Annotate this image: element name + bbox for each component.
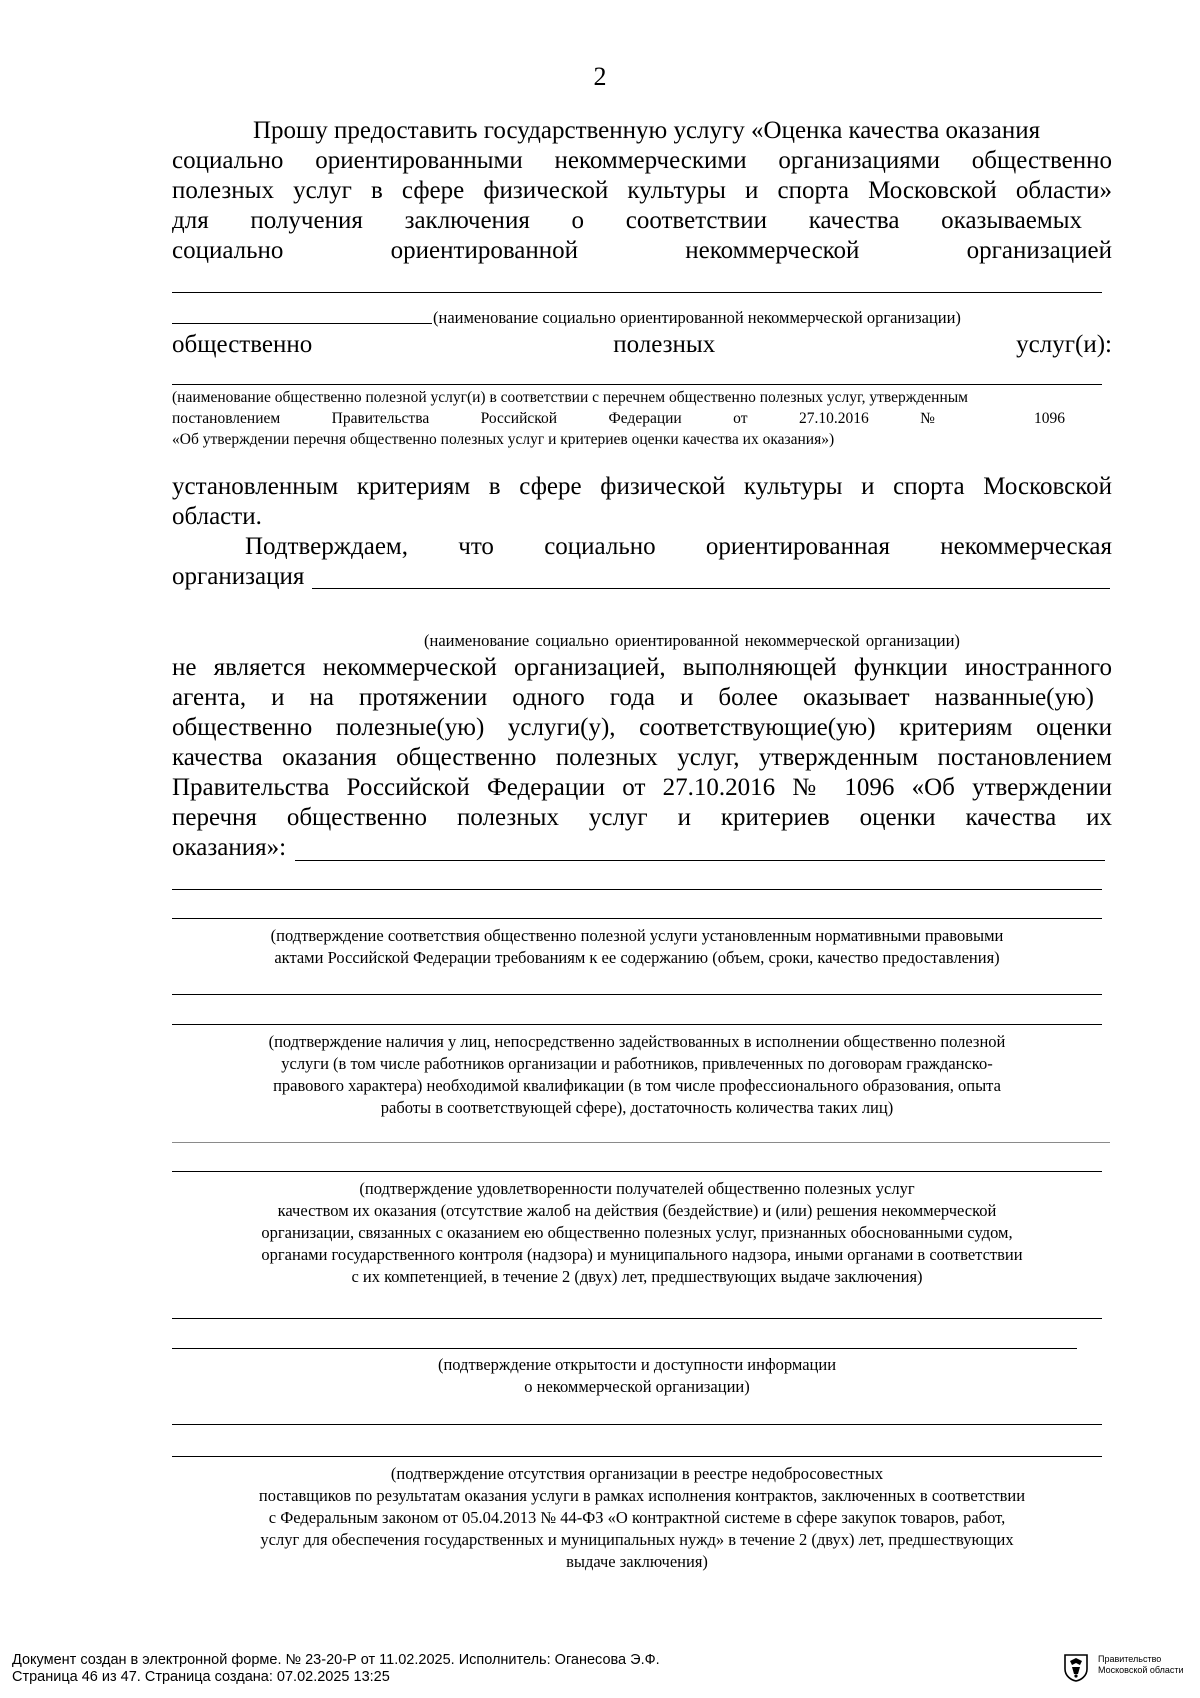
caption-conformity-line-2: актами Российской Федерации требованиям к ее содержанию (объем, сроки, качество предоставления) bbox=[274, 948, 1000, 967]
para1-line-5: социально ориентированной некоммерческой организацией bbox=[172, 237, 1112, 264]
caption-org-name-2: (наименование социально ориентированной некоммерческой организации) bbox=[424, 631, 960, 650]
footer-document-info: Документ создан в электронной форме. № 23-20-Р от 11.02.2025. Исполнитель: Оганесова Э.Ф. bbox=[12, 1652, 660, 1668]
satisfaction-blank-line-2[interactable] bbox=[172, 1171, 1102, 1172]
registry-blank-line-1[interactable] bbox=[172, 1424, 1102, 1425]
para4-line-4: качества оказания общественно полезных услуг, утвержденным постановлением bbox=[172, 744, 1112, 771]
footer-page-info: Страница 46 из 47. Страница создана: 07.02.2025 13:25 bbox=[12, 1669, 390, 1685]
staff-blank-line-1[interactable] bbox=[172, 994, 1102, 995]
evidence-blank-line-1[interactable] bbox=[295, 860, 1105, 861]
caption-registry-line-3: с Федеральным законом от 05.04.2013 № 44-ФЗ «О контрактной системе в сфере закупок товаров, работ, bbox=[268, 1508, 1006, 1527]
caption-satisfaction-line-5: с их компетенцией, в течение 2 (двух) лет, предшествующих выдаче заключения) bbox=[351, 1267, 923, 1286]
satisfaction-blank-line-1[interactable] bbox=[172, 1142, 1110, 1143]
staff-blank-line-2[interactable] bbox=[172, 1024, 1102, 1025]
coat-of-arms-icon bbox=[1062, 1652, 1090, 1682]
para3-line-1: Подтверждаем, что социально ориентированная некоммерческая bbox=[245, 533, 1112, 560]
para4-line-7: оказания»: bbox=[172, 834, 287, 861]
openness-blank-line-1[interactable] bbox=[172, 1318, 1102, 1319]
caption-staff-line-4: работы в соответствующей сфере), достаточность количества таких лиц) bbox=[380, 1098, 894, 1117]
caption-satisfaction-line-2: качеством их оказания (отсутствие жалоб на действия (бездействие) и (или) решения некоммерческой bbox=[277, 1201, 997, 1220]
para1-line-3: полезных услуг в сфере физической культуры и спорта Московской области» bbox=[172, 177, 1112, 204]
registry-blank-line-2[interactable] bbox=[172, 1456, 1102, 1457]
para4-line-2: агента, и на протяжении одного года и более оказывает названные(ую) bbox=[172, 684, 1094, 711]
caption-openness-line-1: (подтверждение открытости и доступности информации bbox=[437, 1355, 837, 1374]
para1-line-2: социально ориентированными некоммерческими организациями общественно bbox=[172, 147, 1112, 174]
caption-staff-line-2: услуги (в том числе работников организации и работников, привлеченных по договорам гражданско- bbox=[281, 1054, 993, 1073]
caption-staff-line-1: (подтверждение наличия у лиц, непосредственно задействованных в исполнении общественно полезной bbox=[268, 1032, 1006, 1051]
caption-registry-line-2: поставщиков по результатам оказания услуги в рамках исполнения контрактов, заключенных в соответствии bbox=[258, 1486, 1026, 1505]
para4-line-5: Правительства Российской Федерации от 27.10.2016 № 1096 «Об утверждении bbox=[172, 774, 1112, 801]
caption-services-line-2: постановлением Правительства Российской Федерации от 27.10.2016 № 1096 bbox=[172, 410, 1065, 427]
para3-line-2: организация bbox=[172, 563, 305, 590]
para1-line-4: для получения заключения о соответствии качества оказываемых bbox=[172, 207, 1082, 234]
government-logo-text bbox=[1098, 1654, 1184, 1676]
caption-staff-line-3: правового характера) необходимой квалификации (в том числе профессионального образования, опыта bbox=[273, 1076, 1001, 1095]
caption-org-name: (наименование социально ориентированной некоммерческой организации) bbox=[433, 308, 961, 327]
para4-line-6: перечня общественно полезных услуг и критериев оценки качества их bbox=[172, 804, 1112, 831]
conformity-blank-line-2[interactable] bbox=[172, 918, 1102, 919]
caption-satisfaction-line-3: организации, связанных с оказанием ею общественно полезных услуг, признанных обоснованными судом, bbox=[261, 1223, 1013, 1242]
para2-line-1: установленным критериям в сфере физической культуры и спорта Московской bbox=[172, 473, 1112, 500]
caption-openness-line-2: о некоммерческой организации) bbox=[524, 1377, 750, 1396]
conformity-blank-line-1[interactable] bbox=[172, 889, 1102, 890]
para4-line-1: не является некоммерческой организацией, выполняющей функции иностранного bbox=[172, 654, 1112, 681]
org-name-blank-line-2[interactable] bbox=[312, 588, 1110, 589]
caption-registry-line-1: (подтверждение отсутствия организации в реестре недобросовестных bbox=[390, 1464, 884, 1483]
caption-registry-line-5: выдаче заключения) bbox=[566, 1552, 708, 1571]
caption-satisfaction-line-4: органами государственного контроля (надзора) и муниципального надзора, иными органами в соответствии bbox=[261, 1245, 1023, 1264]
caption-satisfaction-line-1: (подтверждение удовлетворенности получателей общественно полезных услуг bbox=[359, 1179, 915, 1198]
services-line: общественно полезных услуг(и): bbox=[172, 331, 1112, 358]
caption-services-line-3: «Об утверждении перечня общественно полезных услуг и критериев оценки качества их оказания») bbox=[172, 431, 835, 448]
logo-text-line-2: Московской области bbox=[1098, 1665, 1184, 1675]
logo-text-line-1: Правительство bbox=[1098, 1654, 1162, 1664]
org-name-blank-line-short[interactable] bbox=[172, 323, 432, 324]
para1-line-1: Прошу предоставить государственную услугу «Оценка качества оказания bbox=[253, 117, 1041, 144]
org-name-blank-line[interactable] bbox=[172, 292, 1102, 293]
caption-services-line-1: (наименование общественно полезной услуг(и) в соответствии с перечнем общественно полезных услуг, утвержденным bbox=[172, 389, 968, 406]
page-number: 2 bbox=[593, 62, 607, 91]
para2-line-2: области. bbox=[172, 503, 262, 530]
caption-conformity-line-1: (подтверждение соответствия общественно полезной услуги установленным нормативными правовыми bbox=[270, 926, 1004, 945]
caption-registry-line-4: услуг для обеспечения государственных и муниципальных нужд» в течение 2 (двух) лет, предшествующих bbox=[260, 1530, 1014, 1549]
openness-blank-line-2[interactable] bbox=[172, 1348, 1077, 1349]
services-blank-line[interactable] bbox=[172, 384, 1102, 385]
para4-line-3: общественно полезные(ую) услуги(у), соответствующие(ую) критериям оценки bbox=[172, 714, 1112, 741]
